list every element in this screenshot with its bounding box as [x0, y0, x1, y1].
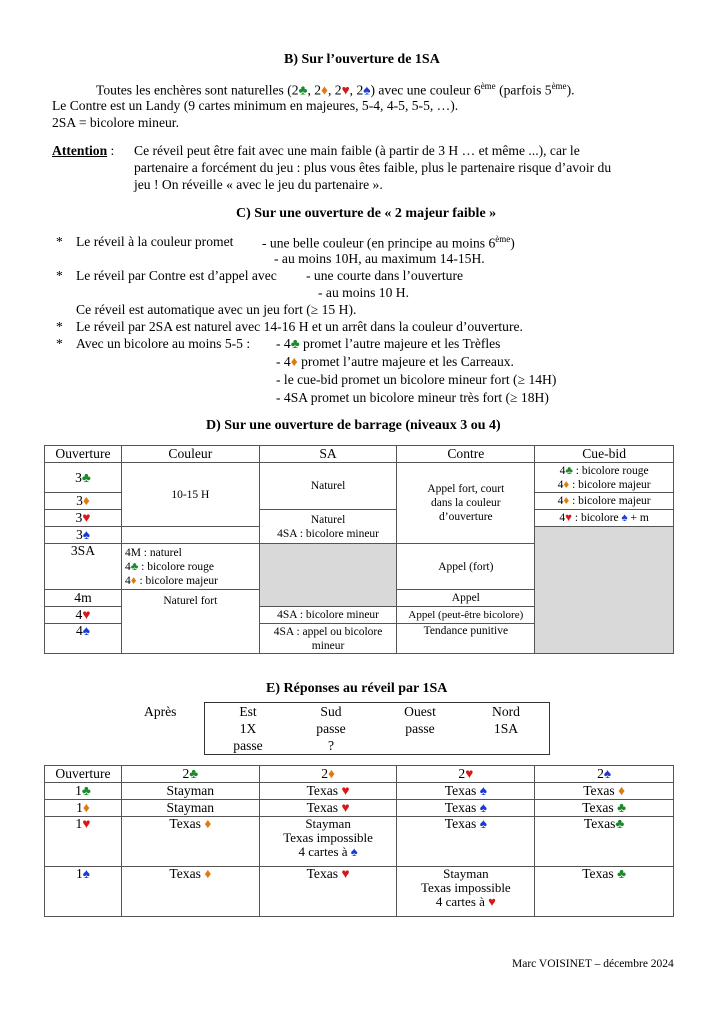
footer: Marc VOISINET – décembre 2024 [512, 958, 674, 970]
c-b1-r2: - au moins 10H, au maximum 14-15H. [274, 251, 485, 266]
op-3-club: 3♣ [45, 463, 122, 493]
bid-h-ouest: Ouest [404, 704, 436, 719]
c-b1-r1: - une belle couleur (en principe au moins 6ème) [262, 234, 515, 251]
section-b-line2: Le Contre est un Landy (9 cartes minimum en majeures, 5-4, 4-5, 5-5, …). [52, 98, 459, 113]
contre-appel: Appel [397, 590, 535, 607]
bid-h-nord: Nord [492, 704, 520, 719]
c-b1-left: Le réveil à la couleur promet [76, 234, 234, 249]
sa-naturel: Naturel [259, 463, 397, 510]
bid-r1-sud: passe [316, 721, 346, 736]
c-b2-r1: - une courte dans l’ouverture [306, 268, 464, 283]
attention-label: Attention : [52, 143, 115, 158]
e-op-1heart: 1♥ [45, 817, 122, 867]
c-b4-r2: - 4♦ promet l’autre majeure et les Carreaux. [276, 354, 514, 369]
e-cell: Stayman [121, 800, 259, 817]
e-op-1club: 1♣ [45, 783, 122, 800]
op-4m: 4m [45, 590, 122, 607]
c-b4-left: Avec un bicolore au moins 5-5 : [76, 336, 251, 351]
e-header-2diamond: 2♦ [259, 766, 397, 783]
club-icon: ♣ [290, 336, 300, 351]
op-3-diamond: 3♦ [45, 493, 122, 510]
e-cell: Texas ♥ [259, 783, 397, 800]
e-cell: Texas ♦ [121, 817, 259, 867]
section-b-line3: 2SA = bicolore mineur. [52, 115, 179, 130]
e-cell: Stayman Texas impossible 4 cartes à ♥ [397, 867, 535, 917]
c-b4-r1: - 4♣ promet l’autre majeure et les Trèfles [276, 336, 501, 351]
barrage-table [44, 445, 674, 654]
bid-r1-nord: 1SA [493, 721, 519, 736]
op-4-spade: 4♠ [45, 624, 122, 654]
cue-heart: 4♥ : bicolore ♠ + m [535, 510, 674, 527]
bullet: * [56, 319, 63, 334]
bid-r1-ouest: passe [405, 721, 435, 736]
attention-l2: partenaire a forcément du jeu : plus vous êtes faible, plus le partenaire risque d’avoir du [134, 160, 612, 175]
e-cell: Texas♣ [535, 817, 674, 867]
cue-gray [535, 527, 674, 654]
sa-4sa-appel: 4SA : appel ou bicolore mineur [259, 624, 397, 654]
bid-r1-est: 1X [239, 721, 257, 736]
attention-l1: Ce réveil peut être fait avec une main faible (à partir de 3 H … et même ...), car le [134, 143, 580, 158]
cue-club: 4♣ : bicolore rouge 4♦ : bicolore majeur [535, 463, 674, 493]
heart-icon: ♥ [341, 82, 350, 98]
sa-naturel-2: Naturel 4SA : bicolore mineur [259, 510, 397, 544]
spade-icon: ♠ [363, 82, 371, 98]
sa-4sa-bicolore: 4SA : bicolore mineur [259, 607, 397, 624]
sa-gray [259, 544, 397, 607]
c-b4-r4: - 4SA promet un bicolore mineur très fort (≥ 18H) [276, 390, 549, 405]
reponses-table [44, 765, 674, 917]
apres-label: Après [144, 704, 177, 719]
e-header-ouverture: Ouverture [45, 766, 122, 783]
contre-peut-etre: Appel (peut-être bicolore) [397, 607, 535, 624]
e-cell: Texas ♣ [535, 867, 674, 917]
op-3sa: 3SA [45, 544, 122, 590]
couleur-naturel-fort: Naturel fort [121, 590, 259, 654]
couleur-3sa: 4M : naturel 4♣ : bicolore rouge 4♦ : bicolore majeur [121, 544, 259, 590]
e-cell: Stayman [121, 783, 259, 800]
contre-appel-fort: Appel fort, court dans la couleur d’ouverture [397, 463, 535, 544]
e-cell: Texas ♠ [397, 783, 535, 800]
couleur-empty-fill [121, 527, 259, 544]
c-b2-r2: - au moins 10 H. [318, 285, 409, 300]
e-cell: Texas ♦ [121, 867, 259, 917]
c-b4-r3: - le cue-bid promet un bicolore mineur fort (≥ 14H) [276, 372, 557, 387]
e-op-1spade: 1♠ [45, 867, 122, 917]
section-b-line1: Toutes les enchères sont naturelles (2♣, 2♦, 2♥, 2♠) avec une couleur 6ème (parfois 5ème). [96, 81, 575, 98]
e-cell: Texas ♦ [535, 783, 674, 800]
header-couleur: Couleur [121, 446, 259, 463]
c-b2-note: Ce réveil est automatique avec un jeu fort (≥ 15 H). [76, 302, 357, 317]
e-cell: Texas ♣ [535, 800, 674, 817]
e-op-1diamond: 1♦ [45, 800, 122, 817]
c-b2-left: Le réveil par Contre est d’appel avec [76, 268, 277, 283]
diamond-icon: ♦ [321, 82, 328, 98]
bullet: * [56, 268, 63, 283]
e-header-2heart: 2♥ [397, 766, 535, 783]
contre-punitive: Tendance punitive [397, 624, 535, 654]
e-cell: Texas ♥ [259, 800, 397, 817]
couleur-10-15: 10-15 H [121, 463, 259, 527]
diamond-icon: ♦ [290, 354, 298, 369]
e-cell: Texas ♠ [397, 800, 535, 817]
op-3-heart: 3♥ [45, 510, 122, 527]
attention-l3: jeu ! On réveille « avec le jeu du partenaire ». [134, 177, 383, 192]
e-header-2spade: 2♠ [535, 766, 674, 783]
bid-r2-est: passe [233, 738, 263, 753]
header-cuebid: Cue-bid [535, 446, 674, 463]
bid-r2-sud: ? [327, 738, 335, 753]
e-header-2club: 2♣ [121, 766, 259, 783]
header-sa: SA [259, 446, 397, 463]
cue-diamond: 4♦ : bicolore majeur [535, 493, 674, 510]
bullet: * [56, 336, 63, 351]
club-icon: ♣ [298, 82, 308, 98]
section-e-title: E) Réponses au réveil par 1SA [266, 681, 448, 696]
header-contre: Contre [397, 446, 535, 463]
header-ouverture: Ouverture [45, 446, 122, 463]
op-4-heart: 4♥ [45, 607, 122, 624]
section-c-title: C) Sur une ouverture de « 2 majeur faible » [236, 206, 497, 221]
e-cell: Stayman Texas impossible 4 cartes à ♠ [259, 817, 397, 867]
bullet: * [56, 234, 63, 249]
bid-h-est: Est [239, 704, 257, 719]
bid-h-sud: Sud [320, 704, 342, 719]
c-b3: Le réveil par 2SA est naturel avec 14-16 H et un arrêt dans la couleur d’ouverture. [76, 319, 523, 334]
contre-appel-fort-2: Appel (fort) [397, 544, 535, 590]
e-cell: Texas ♥ [259, 867, 397, 917]
section-b-title: B) Sur l’ouverture de 1SA [284, 52, 440, 67]
op-3-spade: 3♠ [45, 527, 122, 544]
e-cell: Texas ♠ [397, 817, 535, 867]
section-d-title: D) Sur une ouverture de barrage (niveaux 3 ou 4) [206, 418, 501, 433]
